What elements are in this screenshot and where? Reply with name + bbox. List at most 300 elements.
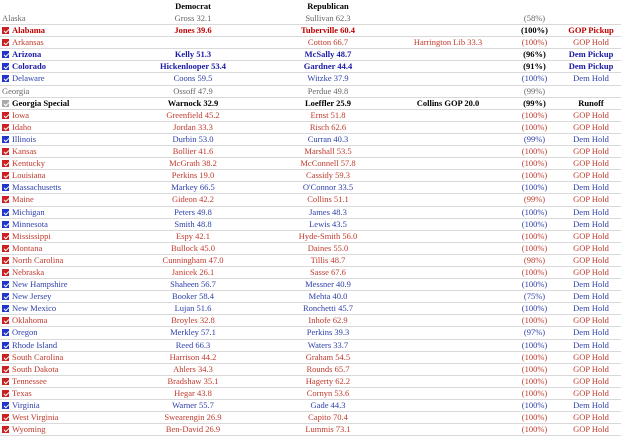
table-row xyxy=(0,25,621,37)
status-cell: Runoff xyxy=(561,97,621,109)
table-row xyxy=(0,61,621,73)
table-row xyxy=(0,303,621,315)
democrat-cell: Jordan 33.3 xyxy=(118,121,268,133)
status-cell: Dem Pickup xyxy=(561,61,621,73)
status-cell: GOP Hold xyxy=(561,363,621,375)
checkbox-checked-icon[interactable] xyxy=(2,148,9,155)
state-name: New Jersey xyxy=(12,291,52,302)
checkbox-checked-icon[interactable] xyxy=(2,233,9,240)
status-cell xyxy=(561,85,621,97)
reporting-percent-cell: (99%) xyxy=(508,97,561,109)
table-row xyxy=(0,49,621,61)
other-candidate-cell xyxy=(388,49,508,61)
state-cell xyxy=(0,206,118,218)
checkbox-checked-icon[interactable] xyxy=(2,305,9,312)
checkbox-checked-icon[interactable] xyxy=(2,221,9,228)
democrat-cell: Cunningham 47.0 xyxy=(118,254,268,266)
table-row xyxy=(0,266,621,278)
other-candidate-cell: Harrington Lib 33.3 xyxy=(388,37,508,49)
status-cell: Dem Hold xyxy=(561,73,621,85)
state-name: Virginia xyxy=(12,400,40,410)
reporting-percent-cell: (100%) xyxy=(508,109,561,121)
table-row xyxy=(0,291,621,303)
reporting-percent-cell: (100%) xyxy=(508,339,561,351)
democrat-cell: Gross 32.1 xyxy=(118,13,268,25)
table-row xyxy=(0,182,621,194)
republican-cell: Mehta 40.0 xyxy=(268,291,388,303)
percent-header xyxy=(508,0,561,13)
reporting-percent-cell: (100%) xyxy=(508,279,561,291)
democrat-cell: Janicek 26.1 xyxy=(118,266,268,278)
republican-cell: McSally 48.7 xyxy=(268,49,388,61)
state-cell xyxy=(0,412,118,424)
other-candidate-cell xyxy=(388,218,508,230)
status-cell: GOP Hold xyxy=(561,170,621,182)
reporting-percent-cell: (100%) xyxy=(508,182,561,194)
republican-cell: Ronchetti 45.7 xyxy=(268,303,388,315)
state-name: West Virginia xyxy=(12,412,59,423)
other-candidate-cell xyxy=(388,230,508,242)
checkbox-checked-icon[interactable] xyxy=(2,329,9,336)
checkbox-checked-icon[interactable] xyxy=(2,112,9,119)
republican-cell: Messner 40.9 xyxy=(268,279,388,291)
reporting-percent-cell: (100%) xyxy=(508,363,561,375)
reporting-percent-cell: (96%) xyxy=(508,49,561,61)
democrat-cell: Gideon 42.2 xyxy=(118,194,268,206)
checkbox-checked-icon[interactable] xyxy=(2,136,9,143)
state-name: South Dakota xyxy=(12,363,59,374)
state-name: Iowa xyxy=(12,109,29,120)
state-name: New Hampshire xyxy=(12,279,68,290)
state-name: Tennessee xyxy=(12,375,47,386)
reporting-percent-cell: (97%) xyxy=(508,327,561,339)
state-name: Arkansas xyxy=(12,37,44,48)
header-row xyxy=(0,0,621,13)
democrat-cell: Jones 39.6 xyxy=(118,25,268,37)
state-cell xyxy=(0,254,118,266)
checkbox-checked-icon[interactable] xyxy=(2,160,9,167)
state-cell xyxy=(0,291,118,303)
other-candidate-cell xyxy=(388,146,508,158)
state-cell xyxy=(0,182,118,194)
other-candidate-cell xyxy=(388,121,508,133)
reporting-percent-cell: (100%) xyxy=(508,424,561,436)
reporting-percent-cell: (100%) xyxy=(508,315,561,327)
other-candidate-cell xyxy=(388,363,508,375)
checkbox-checked-icon[interactable] xyxy=(2,366,9,373)
republican-cell: Marshall 53.5 xyxy=(268,146,388,158)
republican-cell: Ernst 51.8 xyxy=(268,109,388,121)
reporting-percent-cell: (100%) xyxy=(508,242,561,254)
other-candidate-cell xyxy=(388,424,508,436)
state-cell xyxy=(0,85,118,97)
republican-header: Republican xyxy=(307,1,349,11)
checkbox-checked-icon[interactable] xyxy=(2,184,9,191)
other-candidate-cell xyxy=(388,279,508,291)
checkbox-checked-icon[interactable] xyxy=(2,75,9,82)
state-name: North Carolina xyxy=(12,254,64,265)
checkbox-checked-icon[interactable] xyxy=(2,196,9,203)
republican-cell: Daines 55.0 xyxy=(268,242,388,254)
state-cell xyxy=(0,266,118,278)
state-name: Michigan xyxy=(12,206,45,217)
status-cell: Dem Hold xyxy=(561,206,621,218)
state-name: Alaska xyxy=(2,13,26,23)
table-row xyxy=(0,133,621,145)
other-candidate-cell xyxy=(388,412,508,424)
state-name: Delaware xyxy=(12,73,45,84)
reporting-percent-cell: (100%) xyxy=(508,206,561,218)
other-candidate-cell xyxy=(388,266,508,278)
democrat-cell: Warnock 32.9 xyxy=(118,97,268,109)
state-name: Illinois xyxy=(12,133,37,144)
state-cell xyxy=(0,363,118,375)
other-candidate-cell xyxy=(388,351,508,363)
table-row xyxy=(0,73,621,85)
democrat-cell: Hickenlooper 53.4 xyxy=(118,61,268,73)
republican-cell: Capito 70.4 xyxy=(268,412,388,424)
state-cell xyxy=(0,121,118,133)
republican-cell: Collins 51.1 xyxy=(268,194,388,206)
republican-cell: Lewis 43.5 xyxy=(268,218,388,230)
reporting-percent-cell: (100%) xyxy=(508,400,561,412)
other-candidate-cell xyxy=(388,315,508,327)
state-cell xyxy=(0,339,118,351)
state-cell xyxy=(0,230,118,242)
democrat-cell: Smith 48.8 xyxy=(118,218,268,230)
democrat-cell xyxy=(118,37,268,49)
status-cell: GOP Hold xyxy=(561,37,621,49)
status-cell: Dem Hold xyxy=(561,291,621,303)
checkbox-checked-icon[interactable] xyxy=(2,354,9,361)
table-row xyxy=(0,339,621,351)
table-row xyxy=(0,327,621,339)
democrat-cell: Hegar 43.8 xyxy=(118,387,268,399)
state-name: Arizona xyxy=(12,49,42,60)
checkbox-checked-icon[interactable] xyxy=(2,27,9,34)
reporting-percent-cell: (99%) xyxy=(508,85,561,97)
other-candidate-cell xyxy=(388,194,508,206)
reporting-percent-cell: (100%) xyxy=(508,387,561,399)
republican-cell: Sullivan 62.3 xyxy=(268,13,388,25)
table-row xyxy=(0,218,621,230)
state-cell xyxy=(0,279,118,291)
republican-cell: Curran 40.3 xyxy=(268,133,388,145)
state-cell xyxy=(0,315,118,327)
other-candidate-cell xyxy=(388,13,508,25)
state-cell xyxy=(0,351,118,363)
democrat-cell: Ben-David 26.9 xyxy=(118,424,268,436)
state-cell xyxy=(0,13,118,25)
reporting-percent-cell: (100%) xyxy=(508,37,561,49)
status-cell xyxy=(561,13,621,25)
status-cell: GOP Hold xyxy=(561,387,621,399)
status-cell: GOP Hold xyxy=(561,158,621,170)
status-cell: GOP Hold xyxy=(561,315,621,327)
state-name: Oklahoma xyxy=(12,315,48,326)
status-cell: Dem Hold xyxy=(561,303,621,315)
other-candidate-cell xyxy=(388,158,508,170)
checkbox-checked-icon[interactable] xyxy=(2,317,9,324)
status-cell: Dem Hold xyxy=(561,279,621,291)
reporting-percent-cell: (100%) xyxy=(508,170,561,182)
republican-cell: Cassidy 59.3 xyxy=(268,170,388,182)
status-cell: GOP Hold xyxy=(561,242,621,254)
checkbox-checked-icon[interactable] xyxy=(2,414,9,421)
state-header xyxy=(0,0,118,13)
republican-cell: Cotton 66.7 xyxy=(268,37,388,49)
other-candidate-cell xyxy=(388,109,508,121)
reporting-percent-cell: (100%) xyxy=(508,73,561,85)
status-cell: Dem Hold xyxy=(561,400,621,412)
democrat-cell: Peters 49.8 xyxy=(118,206,268,218)
reporting-percent-cell: (100%) xyxy=(508,375,561,387)
democrat-cell: Broyles 32.8 xyxy=(118,315,268,327)
status-cell: GOP Hold xyxy=(561,109,621,121)
state-cell xyxy=(0,97,118,109)
republican-cell: Lummis 73.1 xyxy=(268,424,388,436)
other-candidate-cell xyxy=(388,291,508,303)
other-candidate-cell xyxy=(388,339,508,351)
status-cell: Dem Hold xyxy=(561,327,621,339)
state-cell xyxy=(0,194,118,206)
other-candidate-cell xyxy=(388,242,508,254)
state-cell xyxy=(0,387,118,399)
republican-cell: Cornyn 53.6 xyxy=(268,387,388,399)
status-cell: GOP Hold xyxy=(561,266,621,278)
checkbox-checked-icon[interactable] xyxy=(2,342,9,349)
democrat-cell: Coons 59.5 xyxy=(118,73,268,85)
table-row xyxy=(0,400,621,412)
status-header xyxy=(561,0,621,13)
checkbox-checked-icon[interactable] xyxy=(2,402,9,409)
democrat-cell: Bollier 41.6 xyxy=(118,146,268,158)
checkbox-checked-icon[interactable] xyxy=(2,281,9,288)
other-candidate-cell xyxy=(388,400,508,412)
republican-cell: Inhofe 62.9 xyxy=(268,315,388,327)
republican-cell: Gade 44.3 xyxy=(268,400,388,412)
democrat-header: Democrat xyxy=(175,1,211,11)
state-name: Georgia xyxy=(2,85,30,96)
reporting-percent-cell: (91%) xyxy=(508,61,561,73)
table-row xyxy=(0,109,621,121)
reporting-percent-cell: (98%) xyxy=(508,254,561,266)
checkbox-checked-icon[interactable] xyxy=(2,378,9,385)
state-cell xyxy=(0,49,118,61)
republican-cell: Risch 62.6 xyxy=(268,121,388,133)
democrat-cell: Perkins 19.0 xyxy=(118,170,268,182)
table-row xyxy=(0,194,621,206)
table-row xyxy=(0,242,621,254)
checkbox-checked-icon[interactable] xyxy=(2,39,9,46)
republican-cell: Graham 54.5 xyxy=(268,351,388,363)
democrat-cell: Warner 55.7 xyxy=(118,400,268,412)
reporting-percent-cell: (100%) xyxy=(508,25,561,37)
checkbox-checked-icon[interactable] xyxy=(2,293,9,300)
status-cell: Dem Hold xyxy=(561,133,621,145)
state-name: Rhode Island xyxy=(12,339,58,350)
reporting-percent-cell: (100%) xyxy=(508,266,561,278)
reporting-percent-cell: (58%) xyxy=(508,13,561,25)
status-cell: GOP Hold xyxy=(561,194,621,206)
state-cell xyxy=(0,133,118,145)
republican-cell: Tillis 48.7 xyxy=(268,254,388,266)
republican-cell: Sasse 67.6 xyxy=(268,266,388,278)
democrat-cell: Harrison 44.2 xyxy=(118,351,268,363)
democrat-cell: Markey 66.5 xyxy=(118,182,268,194)
reporting-percent-cell: (100%) xyxy=(508,218,561,230)
other-candidate-cell xyxy=(388,387,508,399)
status-cell: GOP Hold xyxy=(561,146,621,158)
reporting-percent-cell: (100%) xyxy=(508,230,561,242)
status-cell: GOP Hold xyxy=(561,254,621,266)
checkbox-checked-icon[interactable] xyxy=(2,172,9,179)
checkbox-checked-icon[interactable] xyxy=(2,390,9,397)
democrat-cell: Swearengin 26.9 xyxy=(118,412,268,424)
table-row xyxy=(0,351,621,363)
checkbox-checked-icon[interactable] xyxy=(2,100,9,107)
republican-cell: O'Connor 33.5 xyxy=(268,182,388,194)
checkbox-checked-icon[interactable] xyxy=(2,51,9,58)
state-name: Montana xyxy=(12,242,43,253)
democrat-cell: Lujan 51.6 xyxy=(118,303,268,315)
other-candidate-cell xyxy=(388,170,508,182)
status-cell: GOP Hold xyxy=(561,412,621,424)
table-row xyxy=(0,424,621,436)
table-row xyxy=(0,387,621,399)
state-cell xyxy=(0,73,118,85)
state-cell xyxy=(0,37,118,49)
democrat-cell: Kelly 51.3 xyxy=(118,49,268,61)
table-row xyxy=(0,85,621,97)
state-cell xyxy=(0,400,118,412)
status-cell: Dem Hold xyxy=(561,218,621,230)
other-candidate-cell xyxy=(388,25,508,37)
democrat-cell: Ahlers 34.3 xyxy=(118,363,268,375)
state-name: Maine xyxy=(12,194,34,205)
checkbox-checked-icon[interactable] xyxy=(2,245,9,252)
other-candidate-cell xyxy=(388,73,508,85)
table-row xyxy=(0,375,621,387)
checkbox-checked-icon[interactable] xyxy=(2,426,9,433)
republican-cell: McConnell 57.8 xyxy=(268,158,388,170)
republican-cell: Hyde-Smith 56.0 xyxy=(268,230,388,242)
other-candidate-cell xyxy=(388,327,508,339)
state-name: Mississippi xyxy=(12,230,51,241)
table-row xyxy=(0,97,621,109)
state-name: Idaho xyxy=(12,121,32,132)
other-candidate-cell xyxy=(388,61,508,73)
status-cell: GOP Hold xyxy=(561,121,621,133)
other-candidate-cell xyxy=(388,303,508,315)
state-name: Minnesota xyxy=(12,218,48,229)
state-name: Wyoming xyxy=(12,424,46,435)
democrat-cell: Ossoff 47.9 xyxy=(118,85,268,97)
state-cell xyxy=(0,25,118,37)
reporting-percent-cell: (100%) xyxy=(508,121,561,133)
checkbox-checked-icon[interactable] xyxy=(2,269,9,276)
table-row xyxy=(0,121,621,133)
state-cell xyxy=(0,158,118,170)
other-candidate-cell xyxy=(388,85,508,97)
table-row xyxy=(0,412,621,424)
republican-cell: Loeffler 25.9 xyxy=(268,97,388,109)
republican-cell: Perdue 49.8 xyxy=(268,85,388,97)
democrat-cell: Merkley 57.1 xyxy=(118,327,268,339)
reporting-percent-cell: (100%) xyxy=(508,303,561,315)
republican-cell: Tuberville 60.4 xyxy=(268,25,388,37)
democrat-cell: Shaheen 56.7 xyxy=(118,279,268,291)
status-cell: GOP Hold xyxy=(561,375,621,387)
state-cell xyxy=(0,242,118,254)
democrat-cell: Booker 58.4 xyxy=(118,291,268,303)
table-row xyxy=(0,254,621,266)
other-candidate-cell xyxy=(388,182,508,194)
state-name: Louisiana xyxy=(12,170,46,181)
state-cell xyxy=(0,218,118,230)
democrat-cell: McGrath 38.2 xyxy=(118,158,268,170)
republican-cell: Hagerty 62.2 xyxy=(268,375,388,387)
checkbox-checked-icon[interactable] xyxy=(2,257,9,264)
status-cell: GOP Hold xyxy=(561,424,621,436)
state-cell xyxy=(0,170,118,182)
reporting-percent-cell: (100%) xyxy=(508,351,561,363)
state-name: Massachusetts xyxy=(12,182,62,193)
republican-cell: Perkins 39.3 xyxy=(268,327,388,339)
other-header xyxy=(388,0,508,13)
state-name: Nebraska xyxy=(12,266,45,277)
state-name: New Mexico xyxy=(12,303,57,314)
reporting-percent-cell: (99%) xyxy=(508,194,561,206)
republican-cell: James 48.3 xyxy=(268,206,388,218)
state-name: South Carolina xyxy=(12,351,64,362)
republican-cell: Witzke 37.9 xyxy=(268,73,388,85)
state-name: Alabama xyxy=(12,25,46,36)
democrat-cell: Reed 66.3 xyxy=(118,339,268,351)
democrat-cell: Durbin 53.0 xyxy=(118,133,268,145)
table-row xyxy=(0,146,621,158)
status-cell: Dem Hold xyxy=(561,182,621,194)
state-cell xyxy=(0,109,118,121)
other-candidate-cell xyxy=(388,206,508,218)
status-cell: Dem Pickup xyxy=(561,49,621,61)
table-row xyxy=(0,279,621,291)
democrat-cell: Espy 42.1 xyxy=(118,230,268,242)
checkbox-checked-icon[interactable] xyxy=(2,209,9,216)
state-name: Oregon xyxy=(12,327,38,338)
state-name: Kansas xyxy=(12,146,37,157)
state-name: Texas xyxy=(12,387,32,398)
reporting-percent-cell: (100%) xyxy=(508,146,561,158)
status-cell: Dem Hold xyxy=(561,339,621,351)
state-cell xyxy=(0,375,118,387)
table-row xyxy=(0,170,621,182)
checkbox-checked-icon[interactable] xyxy=(2,124,9,131)
state-cell xyxy=(0,303,118,315)
checkbox-checked-icon[interactable] xyxy=(2,63,9,70)
state-name: Colorado xyxy=(12,61,46,72)
state-cell xyxy=(0,61,118,73)
state-name: Georgia Special xyxy=(12,97,70,108)
table-row xyxy=(0,37,621,49)
other-candidate-cell xyxy=(388,375,508,387)
democrat-cell: Bullock 45.0 xyxy=(118,242,268,254)
democrat-cell: Greenfield 45.2 xyxy=(118,109,268,121)
state-cell xyxy=(0,327,118,339)
republican-cell: Rounds 65.7 xyxy=(268,363,388,375)
other-candidate-cell: Collins GOP 20.0 xyxy=(388,97,508,109)
state-cell xyxy=(0,424,118,436)
